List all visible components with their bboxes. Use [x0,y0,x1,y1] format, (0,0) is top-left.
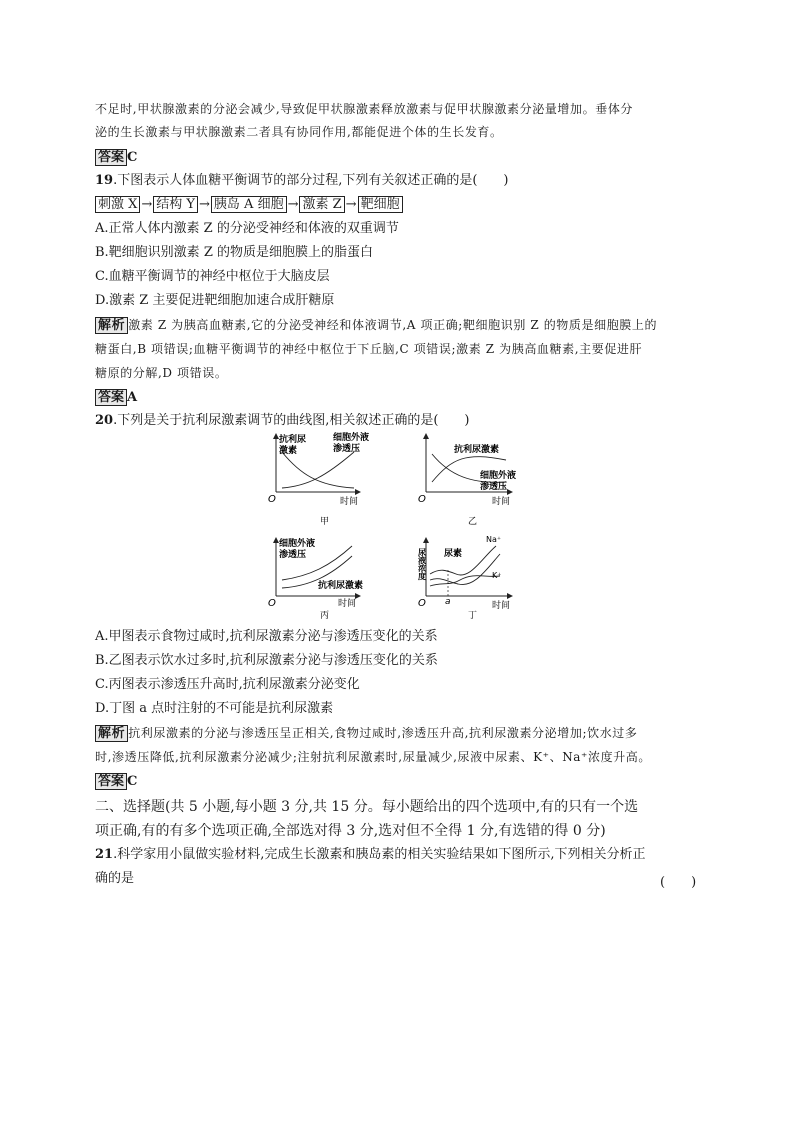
label-adh-1: 抗利尿 [279,435,307,445]
q19-analysis-1 [95,317,657,334]
graph-jia [268,431,369,527]
q20-analysis-text-1: 抗利尿激素的分泌与渗透压呈正相关,食物过咸时,渗透压升高,抗利尿激素分泌增加;饮水过多 [128,726,638,740]
q19-option-a: A.正常人体内激素 Z 的分泌受神经和体液的双重调节 [95,221,399,236]
caption-yi: 乙 [468,517,478,527]
label-adh: 抗利尿激素 [318,581,364,591]
q19-answer-row [95,389,137,406]
graph-bing [268,537,363,620]
intro-line-1: 不足时,甲状腺激素的分泌会减少,导致促甲状腺激素释放激素与促甲状腺激素分泌量增加。垂体分 [95,102,634,116]
label-osm-2: 渗透压 [279,550,307,560]
origin-label: O [268,598,276,609]
q20-number: 20 [95,413,114,428]
label-osm-1: 细胞外液 [480,471,517,481]
label-osm-1: 细胞外液 [333,433,370,443]
flow-arrow-icon: → [345,197,357,212]
intro-line-2: 泌的生长激素与甲状腺激素二者具有协同作用,都能促进个体的生长发育。 [95,125,503,139]
answer-tag: 答案 [95,389,127,406]
q19-analysis-text-1: 激素 Z 为胰高血糖素,它的分泌受神经和体液调节,A 项正确;靶细胞识别 Z 的物质是细胞膜上的 [128,318,658,332]
x-axis-label: 时间 [338,599,357,609]
curve-adh [282,452,354,488]
q20-option-c: C.丙图表示渗透压升高时,抗利尿激素分泌变化 [95,677,360,692]
flow-box-structure: 结构 Y [153,196,198,213]
q19-number: 19 [95,173,114,188]
q20-stem-text: .下列是关于抗利尿激素调节的曲线图,相关叙述正确的是( ) [113,413,470,428]
q19-stem [95,173,509,189]
q21-number: 21 [95,847,114,862]
origin-label: O [418,494,426,505]
q19-option-c: C.血糖平衡调节的神经中枢位于大脑皮层 [95,269,330,284]
q20-answer-row [95,773,137,790]
flow-box-hormone: 激素 Z [299,196,344,213]
origin-label: O [268,494,276,505]
x-axis-label: 时间 [340,497,359,507]
answer-value: C [127,774,138,789]
section2-line-2: 项正确,有的有多个选项正确,全部选对得 3 分,选对但不全得 1 分,有选错的得 0 分) [95,823,606,839]
flow-arrow-icon: → [199,197,210,212]
curve-osm [282,452,354,488]
graph-ding [418,535,513,620]
q20-option-d: D.丁图 a 点时注射的不可能是抗利尿激素 [95,701,334,716]
flow-box-islet-cell: 胰岛 A 细胞 [211,196,287,213]
origin-label: O [418,598,426,609]
flow-arrow-icon: → [287,197,299,212]
label-na: Na⁺ [486,535,502,544]
flow-box-stimulus: 刺激 X [95,196,140,213]
graph-yi [418,434,516,527]
q20-analysis-2: 时,渗透压降低,抗利尿激素分泌减少;注射抗利尿激素时,尿量减少,尿液中尿素、K⁺、Na⁺浓度升高。 [95,750,651,764]
caption-jia: 甲 [320,517,330,527]
x-axis-label: 时间 [492,497,511,507]
curve-na [430,554,500,585]
x-axis-label: 时间 [492,601,511,611]
q19-analysis-3: 糖原的分解,D 项错误。 [95,366,228,380]
answer-value: A [127,390,138,405]
q19-stem-text: .下图表示人体血糖平衡调节的部分过程,下列有关叙述正确的是( ) [113,173,509,188]
q19-flow [95,197,403,213]
answer-tag: 答案 [95,773,127,790]
q20-analysis-1 [95,725,638,742]
y-axis-label: 尿液浓度 [417,548,427,580]
label-adh-2: 激素 [279,446,298,456]
label-adh: 抗利尿激素 [454,445,500,455]
flow-arrow-icon: → [141,197,153,212]
caption-ding: 丁 [468,611,478,620]
answer-tag: 答案 [95,149,127,166]
q19-option-d: D.激素 Z 主要促进靶细胞加速合成肝糖原 [95,293,335,308]
label-k: K⁺ [492,571,502,580]
q20-option-b: B.乙图表示饮水过多时,抗利尿激素分泌与渗透压变化的关系 [95,653,438,668]
q19-option-b: B.靶细胞识别激素 Z 的物质是细胞膜上的脂蛋白 [95,245,373,260]
q20-graphs-svg [260,430,530,620]
label-a: a [445,597,451,607]
q21-stem-1 [95,847,646,863]
label-osm-2: 渗透压 [333,444,361,454]
q21-answer-paren: ( ) [660,875,697,890]
intro-answer-row [95,149,137,166]
q19-analysis-2: 糖蛋白,B 项错误;血糖平衡调节的神经中枢位于下丘脑,C 项错误;激素 Z 为胰高血糖素,主要促进肝 [95,342,643,356]
analysis-tag: 解析 [95,317,128,334]
analysis-tag: 解析 [95,725,128,742]
q21-stem-text-1: .科学家用小鼠做实验材料,完成生长激素和胰岛素的相关实验结果如下图所示,下列相关分析正 [113,847,646,862]
flow-box-target-cell: 靶细胞 [358,196,403,213]
q20-figure [260,430,530,620]
q21-stem-2: 确的是 [95,871,135,886]
label-urea: 尿素 [444,549,463,559]
section2-line-1: 二、选择题(共 5 小题,每小题 3 分,共 15 分。每小题给出的四个选项中,有的只有一个选 [95,799,639,815]
q20-option-a: A.甲图表示食物过咸时,抗利尿激素分泌与渗透压变化的关系 [95,629,438,644]
q20-stem [95,413,470,429]
label-osm-2: 渗透压 [480,482,508,492]
caption-bing: 丙 [320,611,330,620]
label-osm-1: 细胞外液 [279,539,316,549]
answer-value: C [127,150,138,165]
